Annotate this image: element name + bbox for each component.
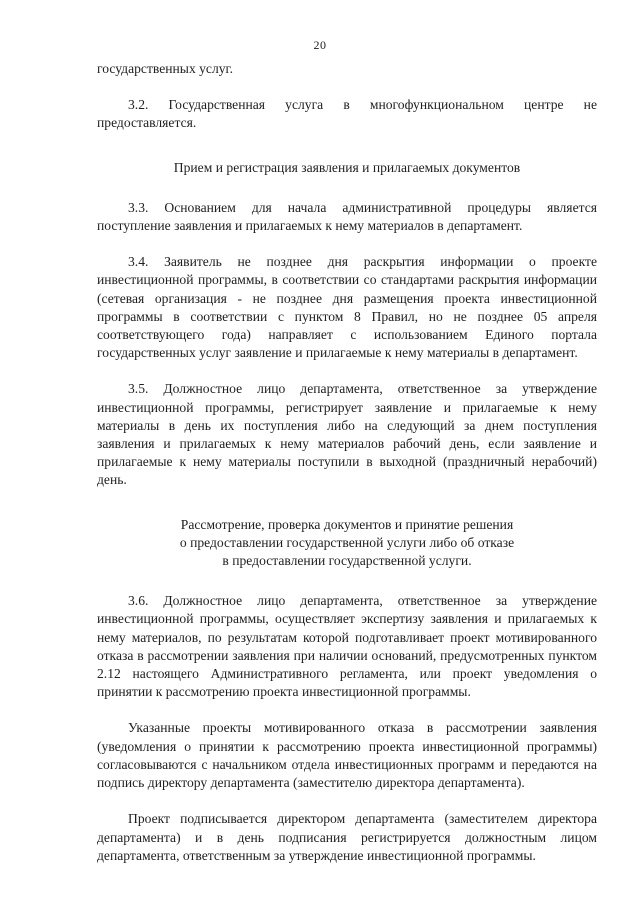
document-body: [97, 60, 597, 865]
paragraph-projects-approval: Указанные проекты мотивированного отказа в рассмотрении заявления (уведомления о принятии к рассмотрению проекта инвестиционной программы) согласовываются с начальником отдела инвестиционных программ и передаются на подпись директору департамента (заместителю директора департамента).: [97, 720, 597, 791]
section-heading-review-line-3: в предоставлении государственной услуги.: [222, 553, 472, 569]
section-heading-reception: Прием и регистрация заявления и прилагаемых документов: [173, 159, 521, 175]
paragraph-3-5: 3.5. Должностное лицо департамента, ответственное за утверждение инвестиционной программы, регистрирует заявление и прилагаемые к нему материалы в день их поступления либо на следующий за днем поступления заявления и прилагаемых к нему материалов рабочий день, если заявление и прилагаемые к нему материалы поступили в выходной (праздничный нерабочий) день.: [97, 381, 597, 488]
section-heading-review-line-2: о предоставлении государственной услуги либо об отказе: [179, 534, 515, 550]
paragraph-3-4: 3.4. Заявитель не позднее дня раскрытия информации о проекте инвестиционной программы, в соответствии со стандартами раскрытия информации (сетевая организация - не позднее дня размещения проекта инвестиционной программы в соответствии с пунктом 8 Правил, но не позднее 05 апреля соответствующего года) направляет с использованием Единого портала государственных услуг заявление и прилагаемые к нему материалы в департамент.: [97, 254, 597, 361]
page-number: 20: [313, 38, 327, 52]
paragraph-3-2: 3.2. Государственная услуга в многофункциональном центре не предоставляется.: [97, 97, 597, 131]
paragraph-3-3: 3.3. Основанием для начала административной процедуры является поступление заявления и прилагаемых к нему материалов в департамент.: [97, 199, 597, 234]
section-heading-review: [97, 516, 597, 571]
paragraph-3-6: 3.6. Должностное лицо департамента, ответственное за утверждение инвестиционной программы, осуществляет экспертизу заявления и прилагаемых к нему материалов, по результатам которой подготавливает проект мотивированного отказа в рассмотрении заявления при наличии оснований, предусмотренных пунктом 2.12 настоящего Административного регламента, или проект уведомления о принятии к рассмотрению проекта инвестиционной программы.: [97, 593, 597, 700]
paragraph-continuation: государственных услуг.: [97, 61, 233, 76]
paragraph-signing: Проект подписывается директором департамента (заместителем директора департамента) и в день подписания регистрируется должностным лицом департамента, ответственным за утверждение инвестиционной программы.: [97, 811, 597, 863]
section-heading-review-line-1: Рассмотрение, проверка документов и принятие решения: [180, 516, 514, 532]
